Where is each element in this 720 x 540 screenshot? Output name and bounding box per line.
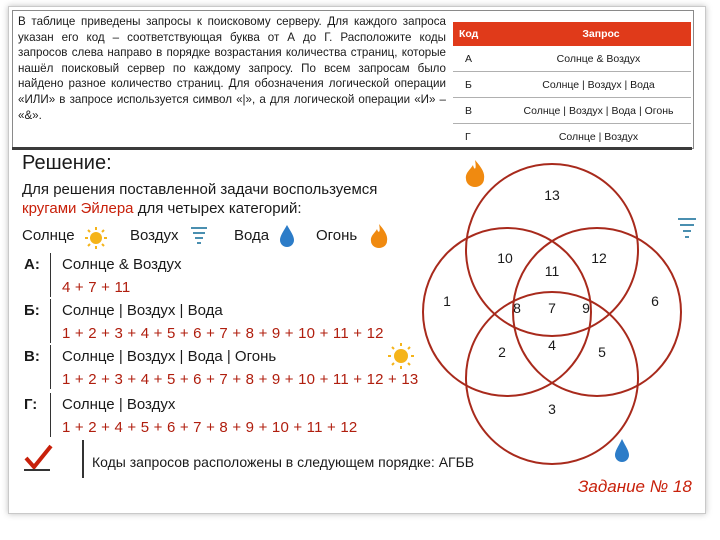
- item-query-a: Солнце & Воздух: [62, 256, 182, 273]
- water-circle: [466, 292, 638, 464]
- category-air-label: Воздух: [130, 227, 179, 244]
- water-drop-icon: [615, 439, 629, 462]
- region-5: 5: [598, 344, 606, 360]
- category-water-label: Вода: [234, 227, 270, 244]
- checkmark-icon: [24, 446, 51, 470]
- region-10: 10: [497, 250, 513, 266]
- item-label-g: Г:: [24, 396, 38, 413]
- sun-icon: [388, 343, 414, 369]
- item-query-v: Солнце | Воздух | Вода | Огонь: [62, 348, 277, 365]
- region-13: 13: [544, 187, 560, 203]
- code-cell: В: [453, 98, 506, 124]
- item-label-b: Б:: [24, 302, 40, 319]
- euler-circles-term: кругами Эйлера: [22, 200, 134, 217]
- item-query-b: Солнце | Воздух | Вода: [62, 302, 223, 319]
- region-4: 4: [548, 337, 556, 353]
- item-sum-b: 1 + 2 + 3 + 4 + 5 + 6 + 7 + 8 + 9 + 10 + 11 + 12: [62, 325, 384, 342]
- region-8: 8: [513, 300, 521, 316]
- intro-line-1: Для решения поставленной задачи воспользуемся: [22, 181, 378, 198]
- query-cell: Солнце | Воздух | Вода | Огонь: [506, 98, 691, 124]
- region-3: 3: [548, 401, 556, 417]
- item-sum-g: 1 + 2 + 4 + 5 + 6 + 7 + 8 + 9 + 10 + 11 + 12: [62, 419, 358, 436]
- fire-icon: [371, 224, 387, 248]
- region-6: 6: [651, 293, 659, 309]
- codes-header-code: Код: [453, 22, 506, 46]
- category-sun-label: Солнце: [22, 227, 75, 244]
- code-cell: Г: [453, 124, 506, 150]
- item-sum-v: 1 + 2 + 3 + 4 + 5 + 6 + 7 + 8 + 9 + 10 + 11 + 12 + 13: [62, 371, 419, 388]
- region-1: 1: [443, 293, 451, 309]
- category-fire-label: Огонь: [316, 227, 358, 244]
- query-cell: Солнце | Воздух | Вода: [506, 72, 691, 98]
- code-cell: Б: [453, 72, 506, 98]
- item-label-a: А:: [24, 256, 40, 273]
- tornado-icon: [191, 228, 207, 243]
- codes-header-query: Запрос: [506, 22, 691, 46]
- task-number: Задание № 18: [578, 477, 692, 496]
- intro-line-2-rest: для четырех категорий:: [133, 200, 302, 217]
- query-cell: Солнце & Воздух: [506, 46, 691, 72]
- tornado-icon: [678, 219, 696, 237]
- item-sum-a: 4 + 7 + 11: [62, 279, 131, 296]
- region-11: 11: [544, 263, 560, 279]
- region-9: 9: [582, 300, 590, 316]
- region-2: 2: [498, 344, 506, 360]
- fire-icon: [466, 160, 484, 187]
- query-cell: Солнце | Воздух: [506, 124, 691, 150]
- sun-icon: [85, 227, 107, 249]
- code-cell: А: [453, 46, 506, 72]
- task-text: В таблице приведены запросы к поисковому серверу. Для каждого запроса указан его код – соответствующая буква от А до Г. Расположите коды запросов слева направо в порядке возрастания количества страниц, которые нашёл поисковый сервер по каждому запросу. По всем запросам было найдено разное количество страниц. Для обозначения логической операции «ИЛИ» в запросе используется символ «|», а для логической операции «И» – «&».: [18, 15, 446, 122]
- item-query-g: Солнце | Воздух: [62, 396, 176, 413]
- answer-text: Коды запросов расположены в следующем порядке: АГБВ: [92, 454, 475, 470]
- region-7: 7: [548, 300, 556, 316]
- region-12: 12: [591, 250, 607, 266]
- water-drop-icon: [280, 225, 294, 247]
- item-label-v: В:: [24, 348, 40, 365]
- solution-title: Решение:: [22, 152, 112, 174]
